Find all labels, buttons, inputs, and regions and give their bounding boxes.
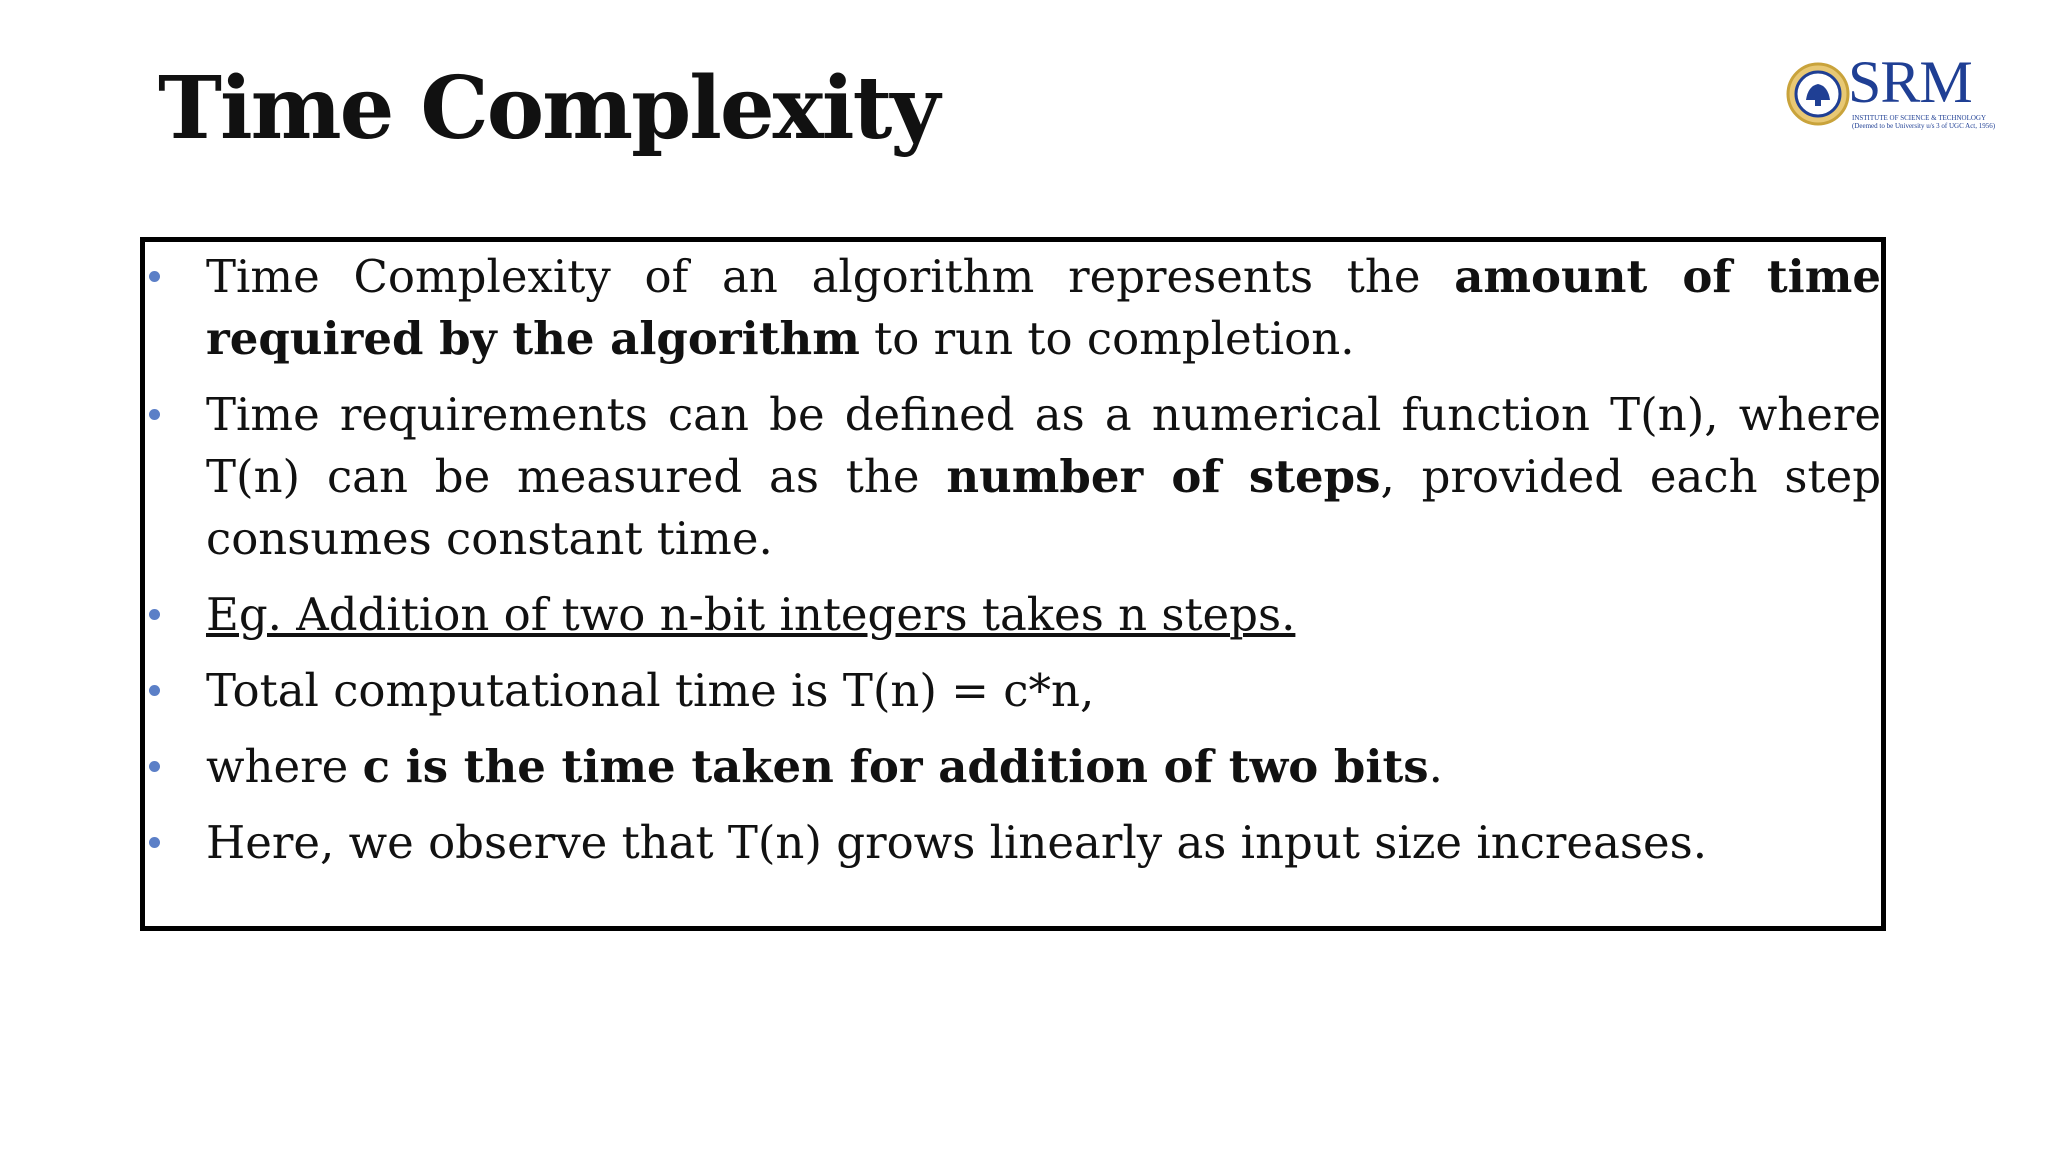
bullet-icon bbox=[149, 271, 160, 282]
bullet-bold-text: number of steps bbox=[946, 450, 1381, 503]
bullet-text: Here, we observe that T(n) grows linearly as input size increases. bbox=[206, 816, 1708, 869]
content-box bbox=[140, 237, 1886, 931]
bullet-text: Time Complexity of an algorithm represents the bbox=[206, 250, 1455, 303]
slide-title: Time Complexity bbox=[158, 58, 939, 159]
bullet-item-linear-growth bbox=[145, 812, 1881, 874]
logo-subtitle bbox=[1852, 114, 1995, 130]
bullet-text: to run to completion. bbox=[859, 312, 1355, 365]
bullet-text: where bbox=[206, 740, 363, 793]
bullet-text: . bbox=[1428, 740, 1443, 793]
bullet-text: Total computational time is T(n) = c*n, bbox=[206, 664, 1095, 717]
bullet-icon bbox=[149, 609, 160, 620]
srm-seal-icon bbox=[1786, 62, 1850, 126]
bullet-underlined-text: Eg. Addition of two n-bit integers takes n steps. bbox=[206, 588, 1296, 641]
bullet-icon bbox=[149, 685, 160, 696]
srm-logo bbox=[1782, 49, 1996, 138]
logo-subtitle-line-1: INSTITUTE OF SCIENCE & TECHNOLOGY bbox=[1852, 114, 1987, 122]
bullet-icon bbox=[149, 761, 160, 772]
bullet-text: , provided each step consumes constant time. bbox=[206, 450, 1882, 565]
bullet-item-total-time bbox=[145, 660, 1881, 722]
logo-wordmark: SRM bbox=[1848, 49, 1972, 115]
bullet-item-example bbox=[145, 584, 1881, 646]
logo-subtitle-line-2: (Deemed to be University u/s 3 of UGC Act, 1956) bbox=[1852, 122, 1996, 130]
bullet-icon bbox=[149, 837, 160, 848]
bullet-item-definition bbox=[145, 246, 1881, 370]
bullet-bold-text: amount of time required by the algorithm bbox=[206, 250, 1882, 365]
bullet-icon bbox=[149, 409, 160, 420]
bullet-text: Time requirements can be defined as a numerical function T(n), where T(n) can be measured as the bbox=[206, 388, 1881, 503]
bullet-item-time-requirements bbox=[145, 384, 1881, 570]
bullet-item-constant-c bbox=[145, 736, 1881, 798]
bullet-bold-text: c is the time taken for addition of two bits bbox=[362, 740, 1429, 793]
